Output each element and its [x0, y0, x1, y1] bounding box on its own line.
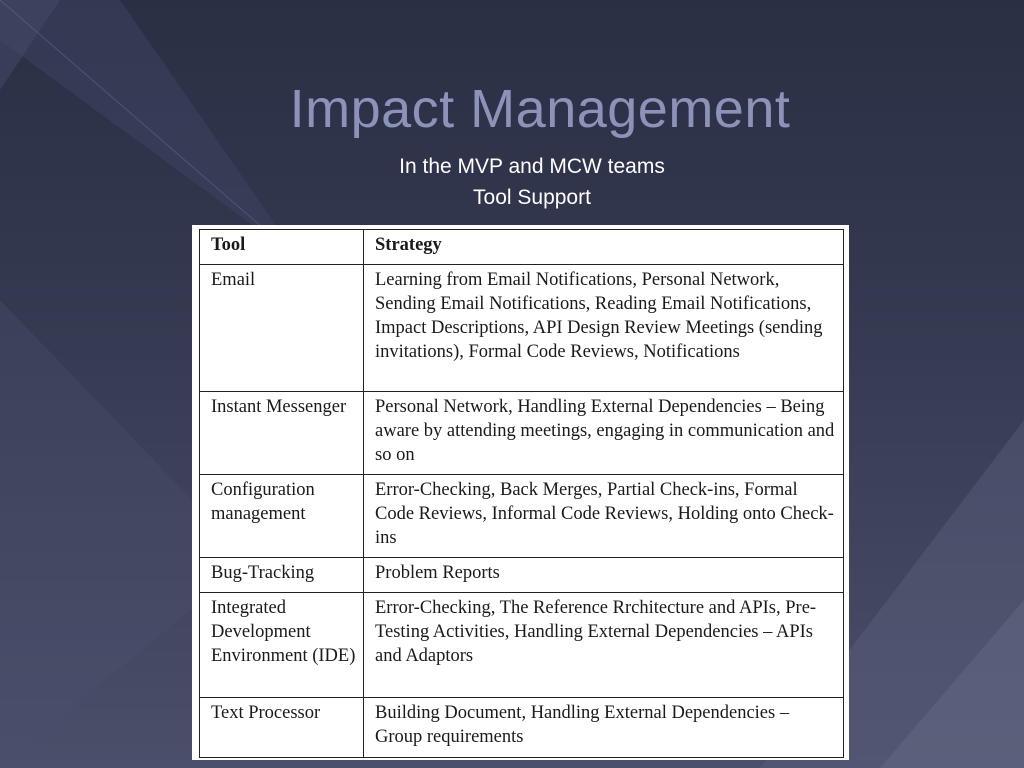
table-row — [200, 558, 844, 593]
strategy-cell: Error-Checking, The Reference Rrchitecture and APIs, Pre-Testing Activities, Handling External Dependencies – APIs and Adaptors — [364, 593, 844, 698]
tool-cell: Bug-Tracking — [200, 558, 364, 593]
header-tool: Tool — [200, 230, 364, 265]
strategy-cell: Error-Checking, Back Merges, Partial Check-ins, Formal Code Reviews, Informal Code Reviews, Holding onto Check-ins — [364, 475, 844, 558]
strategy-cell: Personal Network, Handling External Dependencies – Being aware by attending meetings, engaging in communication and so on — [364, 392, 844, 475]
table-row — [200, 392, 844, 475]
tool-cell: Text Processor — [200, 698, 364, 758]
header-strategy: Strategy — [364, 230, 844, 265]
slide-subtitle-line2: Tool Support — [473, 186, 591, 209]
table-row — [200, 265, 844, 392]
strategy-cell: Learning from Email Notifications, Personal Network, Sending Email Notifications, Reading Email Notifications, Impact Descriptions, API Design Review Meetings (sending invitations), Formal Code Reviews, Notifications — [364, 265, 844, 392]
slide-subtitle-line1: In the MVP and MCW teams — [399, 155, 665, 178]
tool-cell: Integrated Development Environment (IDE) — [200, 593, 364, 698]
tool-strategy-table — [199, 229, 844, 758]
strategy-cell: Problem Reports — [364, 558, 844, 593]
tool-strategy-table-container — [192, 225, 849, 760]
strategy-cell: Building Document, Handling External Dependencies – Group requirements — [364, 698, 844, 758]
tool-cell: Instant Messenger — [200, 392, 364, 475]
tool-cell: Configuration management — [200, 475, 364, 558]
table-header-row — [200, 230, 844, 265]
tool-cell: Email — [200, 265, 364, 392]
table-row — [200, 593, 844, 698]
slide-title: Impact Management — [289, 79, 791, 139]
table-row — [200, 698, 844, 758]
table-row — [200, 475, 844, 558]
